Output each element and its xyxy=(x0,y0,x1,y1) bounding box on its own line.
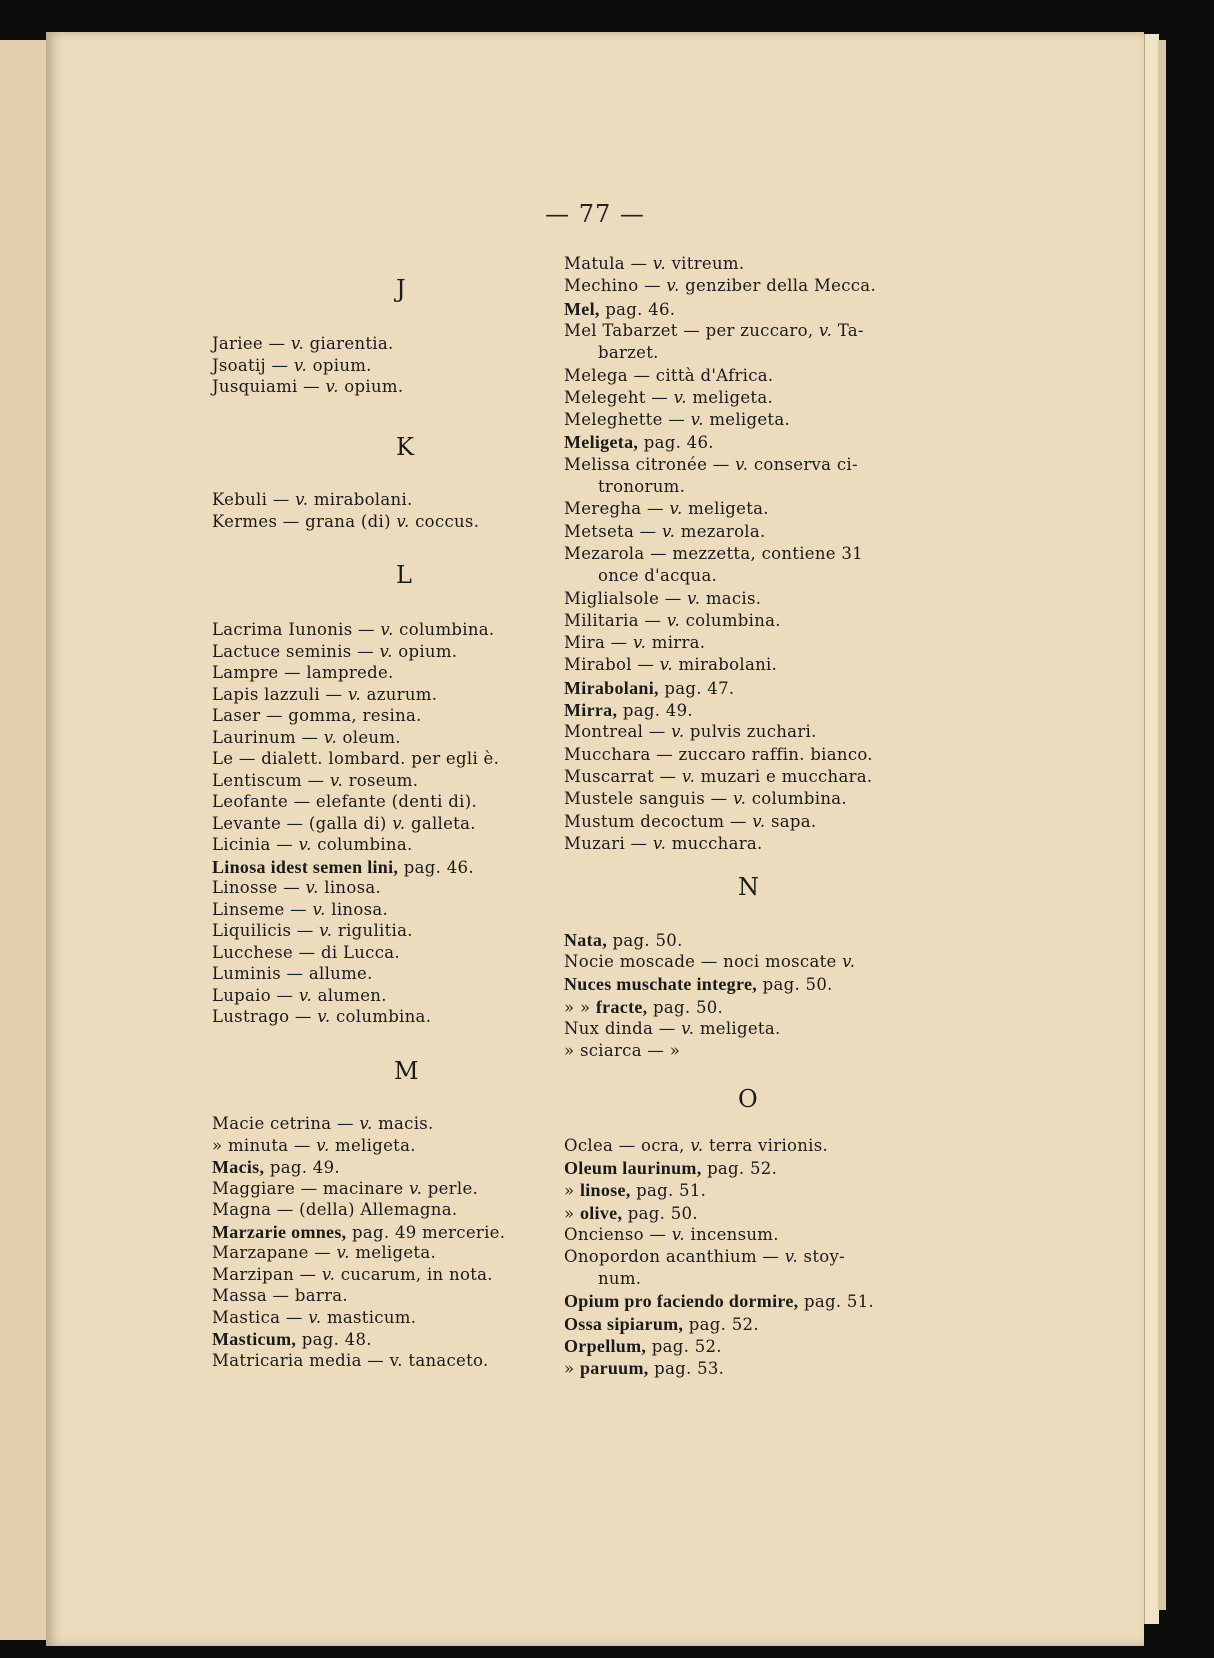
entry-text: coccus. xyxy=(415,511,480,531)
entry-text: Luminis — allume. xyxy=(212,964,373,983)
entry-text: pag. 48. xyxy=(301,1330,372,1349)
entry-text: tronorum. xyxy=(598,477,686,496)
entry-text: terra virionis. xyxy=(709,1136,829,1155)
index-entry xyxy=(212,900,388,920)
index-entry xyxy=(564,633,705,653)
entry-see-also: v. xyxy=(666,276,680,296)
entry-see-also: v. xyxy=(312,899,326,919)
index-entry xyxy=(598,566,717,586)
entry-text: pag. 49. xyxy=(269,1158,340,1177)
entry-text: pag. 50. xyxy=(653,997,724,1017)
entry-text: Oclea — ocra, xyxy=(564,1136,685,1155)
section-heading-j: J xyxy=(396,275,406,303)
entry-text: num. xyxy=(598,1269,642,1289)
entry-text: mirabolani. xyxy=(678,655,778,675)
index-entry xyxy=(564,1180,706,1201)
entry-see-also: v. xyxy=(336,1243,350,1262)
entry-text: pag. 47. xyxy=(664,678,735,698)
index-entry xyxy=(212,814,476,834)
entry-text: azurum. xyxy=(366,684,438,704)
index-entry xyxy=(564,722,817,742)
entry-text: pag. 46. xyxy=(403,857,474,877)
index-entry xyxy=(212,706,422,726)
index-entry xyxy=(212,1329,372,1350)
index-entry xyxy=(564,432,714,453)
entry-text: Lucchese — di Lucca. xyxy=(212,942,400,962)
entry-term-bold: linose, xyxy=(579,1180,631,1201)
index-entry xyxy=(564,1358,724,1379)
entry-text: vitreum. xyxy=(671,254,745,273)
entry-see-also: v. xyxy=(652,833,667,853)
entry-text: Mirabol — xyxy=(564,655,655,675)
index-entry xyxy=(564,366,773,386)
entry-term-bold: Orpellum, xyxy=(564,1335,647,1356)
index-entry xyxy=(212,835,413,855)
entry-see-also: v. xyxy=(732,789,747,809)
entry-see-also: v. xyxy=(673,387,687,407)
entry-term-bold: Mel, xyxy=(564,298,600,319)
index-entry xyxy=(564,276,876,296)
entry-see-also: v. xyxy=(325,377,339,396)
entry-text: » xyxy=(564,1359,575,1378)
entry-see-also: v. xyxy=(687,588,701,608)
index-entry xyxy=(564,930,683,951)
entry-text: Marzipan — xyxy=(212,1264,317,1284)
entry-text: Matricaria media — v. tanaceto. xyxy=(212,1350,489,1370)
entry-text: Laurinum — xyxy=(212,727,319,747)
entry-text: mirra. xyxy=(651,633,706,653)
index-entry xyxy=(564,789,847,809)
index-entry xyxy=(564,321,864,341)
entry-text: Mucchara — zuccaro raffin. bianco. xyxy=(564,744,873,764)
entry-term-bold: Masticum, xyxy=(212,1329,297,1349)
entry-see-also: v. xyxy=(633,633,647,653)
index-entry xyxy=(212,1179,478,1199)
index-entry xyxy=(212,377,403,397)
entry-text: meligeta. xyxy=(335,1135,416,1155)
index-entry xyxy=(564,388,773,408)
index-entry xyxy=(564,1314,759,1335)
entry-text: once d'acqua. xyxy=(598,566,718,586)
entry-text: opium. xyxy=(398,641,458,661)
index-entry xyxy=(564,1158,777,1179)
entry-text: Mezarola — mezzetta, contiene 31 xyxy=(564,543,863,563)
index-entry xyxy=(564,1336,722,1357)
entry-text: Laser — gomma, resina. xyxy=(212,706,422,725)
entry-text: Kebuli — xyxy=(212,490,290,509)
entry-term-bold: Meligeta, xyxy=(564,432,639,453)
page-number: — 77 — xyxy=(545,200,645,228)
entry-text: Meregha — xyxy=(564,499,664,519)
entry-text: pulvis zuchari. xyxy=(689,722,817,742)
entry-see-also: v. xyxy=(392,813,406,833)
entry-see-also: v. xyxy=(396,511,410,531)
entry-text: meligeta. xyxy=(688,499,769,519)
entry-text: masticum. xyxy=(326,1307,417,1327)
index-entry xyxy=(212,1243,436,1263)
entry-text: Militaria — xyxy=(564,610,662,630)
entry-text: Lentiscum — xyxy=(212,770,325,790)
entry-see-also: v. xyxy=(681,1018,695,1038)
index-entry xyxy=(212,1265,493,1285)
section-heading-n: N xyxy=(738,873,759,901)
entry-text: macis. xyxy=(705,588,762,608)
entry-term-bold: Nata, xyxy=(564,930,607,950)
index-entry xyxy=(564,745,873,765)
index-entry xyxy=(212,1007,431,1027)
index-entry xyxy=(212,642,457,662)
index-entry xyxy=(564,611,781,631)
index-entry xyxy=(212,356,372,376)
entry-text: columbina. xyxy=(335,1007,432,1026)
entry-text: opium. xyxy=(344,377,404,396)
entry-see-also: v. xyxy=(690,410,704,430)
entry-see-also: v. xyxy=(818,320,833,340)
entry-text: barzet. xyxy=(598,343,659,363)
entry-text: columbina. xyxy=(399,620,495,639)
index-entry xyxy=(564,1019,781,1039)
entry-text: Mel Tabarzet — per zuccaro, xyxy=(564,320,814,340)
entry-text: pag. 52. xyxy=(707,1159,778,1179)
section-heading-k: K xyxy=(396,433,414,461)
index-entry xyxy=(212,1286,348,1306)
entry-term-bold: Oleum laurinum, xyxy=(564,1158,702,1179)
entry-text: incensum. xyxy=(690,1224,779,1244)
entry-text: Metseta — xyxy=(564,521,657,541)
index-entry xyxy=(564,544,863,564)
entry-text: cucarum, in nota. xyxy=(340,1264,493,1284)
entry-term-bold: Mirra, xyxy=(564,700,618,720)
entry-text: Mustum decoctum — xyxy=(564,811,747,831)
entry-term-bold: paruum, xyxy=(579,1358,649,1378)
entry-text: Maggiare — macinare xyxy=(212,1178,404,1198)
index-entry xyxy=(212,1114,434,1134)
index-entry xyxy=(564,834,763,854)
entry-see-also: v. xyxy=(323,727,337,747)
index-entry xyxy=(564,767,872,787)
entry-text: » sciarca — » xyxy=(564,1041,681,1060)
index-entry xyxy=(564,499,769,519)
section-heading-m: M xyxy=(394,1057,419,1085)
entry-see-also: v. xyxy=(661,521,676,541)
entry-see-also: v. xyxy=(671,1224,685,1244)
entry-text: perle. xyxy=(427,1178,479,1198)
entry-text: galleta. xyxy=(410,813,476,833)
index-entry xyxy=(564,455,858,475)
entry-see-also: v. xyxy=(293,355,308,375)
entry-text: pag. 49 mercerie. xyxy=(352,1222,506,1242)
entry-text: Melega — città d'Africa. xyxy=(564,365,774,385)
entry-see-also: v. xyxy=(690,1136,704,1155)
index-entry xyxy=(212,512,479,532)
section-heading-l: L xyxy=(396,561,412,589)
entry-term-bold: Opium pro faciendo dormire, xyxy=(564,1291,799,1312)
entry-text: Mastica — xyxy=(212,1307,303,1327)
index-entry xyxy=(564,1041,680,1061)
entry-see-also: v. xyxy=(671,722,685,742)
entry-text: conserva ci- xyxy=(753,454,858,474)
entry-see-also: v. xyxy=(380,620,394,639)
entry-see-also: v. xyxy=(329,770,344,790)
entry-text: Le — dialett. lombard. per egli è. xyxy=(212,749,500,768)
entry-text: Nux dinda — xyxy=(564,1018,676,1038)
index-entry xyxy=(598,1269,641,1289)
entry-text: Montreal — xyxy=(564,722,666,742)
entry-text: oleum. xyxy=(342,727,401,747)
entry-text: pag. 50. xyxy=(627,1203,698,1223)
index-entry xyxy=(564,1225,779,1245)
entry-text: Nocie moscade — noci moscate xyxy=(564,952,837,972)
entry-text: Ta- xyxy=(837,320,864,340)
index-entry xyxy=(212,490,413,510)
entry-see-also: v. xyxy=(408,1178,423,1198)
entry-see-also: v. xyxy=(317,1007,331,1026)
index-entry xyxy=(564,974,833,995)
entry-see-also: v. xyxy=(305,878,319,897)
index-entry xyxy=(564,1247,845,1267)
entry-text: columbina. xyxy=(751,789,847,809)
entry-text: » xyxy=(564,1181,575,1201)
entry-text: opium. xyxy=(312,355,372,375)
entry-text: Lacrima Iunonis — xyxy=(212,620,375,639)
entry-see-also: v. xyxy=(319,921,333,940)
entry-text: meligeta. xyxy=(355,1243,437,1262)
index-entry xyxy=(212,620,494,640)
index-entry xyxy=(212,857,474,878)
index-entry xyxy=(564,812,816,832)
entry-text: » » xyxy=(564,997,591,1017)
index-entry xyxy=(564,700,693,721)
page-edge xyxy=(1144,34,1159,1624)
entry-term-bold: Ossa sipiarum, xyxy=(564,1313,684,1334)
index-entry xyxy=(212,878,381,898)
index-entry xyxy=(212,792,477,812)
entry-term-bold: Marzarie omnes, xyxy=(212,1221,347,1242)
entry-text: Magna — (della) Allemagna. xyxy=(212,1200,458,1219)
entry-see-also: v. xyxy=(652,254,667,273)
entry-text: Muscarrat — xyxy=(564,766,677,786)
entry-term-bold: Mirabolani, xyxy=(564,677,659,698)
index-entry xyxy=(212,749,499,769)
section-heading-o: O xyxy=(738,1085,758,1113)
entry-text: Melegeht — xyxy=(564,387,669,407)
entry-text: Linosse — xyxy=(212,878,300,897)
page-edge-shadow xyxy=(1158,40,1166,1610)
index-entry xyxy=(564,1136,828,1156)
entry-text: Jsoatij — xyxy=(212,355,289,375)
entry-text: Melissa citronée — xyxy=(564,454,730,474)
entry-text: Lactuce seminis — xyxy=(212,641,374,661)
entry-text: Jariee — xyxy=(212,334,286,353)
index-entry xyxy=(212,943,400,963)
entry-see-also: v. xyxy=(308,1307,322,1327)
entry-text: Mira — xyxy=(564,633,628,653)
index-entry xyxy=(564,655,777,675)
entry-text: macis. xyxy=(378,1114,434,1133)
entry-text: Jusquiami — xyxy=(212,377,320,396)
entry-text: muzari e mucchara. xyxy=(700,766,873,786)
index-entry xyxy=(598,343,659,363)
index-entry xyxy=(212,771,418,791)
entry-term-bold: Nuces muschate integre, xyxy=(564,974,758,995)
entry-text: Leofante — elefante (denti di). xyxy=(212,792,477,811)
entry-text: Macie cetrina — xyxy=(212,1114,354,1133)
entry-text: Liquilicis — xyxy=(212,921,314,940)
entry-text: Mechino — xyxy=(564,276,661,296)
index-entry xyxy=(212,728,401,748)
entry-text: Massa — barra. xyxy=(212,1286,348,1305)
entry-text: rigulitia. xyxy=(337,921,413,940)
index-entry xyxy=(564,410,790,430)
entry-text: pag. 52. xyxy=(688,1314,759,1334)
entry-text: meligeta. xyxy=(692,387,774,407)
index-entry xyxy=(564,589,761,609)
index-entry xyxy=(212,1200,457,1220)
entry-text: Licinia — xyxy=(212,835,293,854)
entry-term-bold: olive, xyxy=(579,1202,623,1223)
index-entry xyxy=(212,1157,340,1178)
entry-see-also: v. xyxy=(347,684,362,704)
entry-see-also: v. xyxy=(359,1114,373,1133)
entry-text: meligeta. xyxy=(709,410,791,430)
entry-text: Miglialsole — xyxy=(564,588,682,608)
entry-text: Lupaio — xyxy=(212,985,294,1005)
entry-see-also: v. xyxy=(295,490,309,509)
index-entry xyxy=(212,1308,416,1328)
entry-see-also: v. xyxy=(316,1135,330,1155)
entry-text: pag. 46. xyxy=(643,433,714,453)
entry-term-bold: fracte, xyxy=(595,996,648,1017)
entry-text: linosa. xyxy=(331,899,389,919)
entry-text: pag. 51. xyxy=(636,1181,707,1201)
entry-text: meligeta. xyxy=(699,1018,781,1038)
entry-text: giarentia. xyxy=(309,334,394,353)
entry-text: mucchara. xyxy=(671,833,763,853)
entry-see-also: v. xyxy=(842,952,856,972)
index-entry xyxy=(564,997,723,1018)
entry-see-also: v. xyxy=(735,454,749,474)
entry-text: Oncienso — xyxy=(564,1224,667,1244)
entry-text: Onopordon acanthium — xyxy=(564,1247,780,1266)
entry-see-also: v. xyxy=(752,811,766,831)
entry-text: pag. 46. xyxy=(605,299,676,319)
entry-text: Lampre — lamprede. xyxy=(212,663,394,682)
book-page xyxy=(46,32,1144,1646)
index-entry xyxy=(212,1351,489,1371)
index-entry xyxy=(212,663,394,683)
entry-text: mirabolani. xyxy=(313,490,413,509)
entry-text: pag. 53. xyxy=(654,1359,725,1378)
index-entry xyxy=(212,685,437,705)
entry-text: Muzari — xyxy=(564,833,648,853)
entry-text: Linseme — xyxy=(212,899,307,919)
index-entry xyxy=(212,986,387,1006)
index-entry xyxy=(564,1291,874,1312)
index-entry xyxy=(212,964,373,984)
entry-text: Meleghette — xyxy=(564,410,686,430)
entry-text: roseum. xyxy=(348,770,419,790)
entry-text: alumen. xyxy=(317,985,387,1005)
entry-text: genziber della Mecca. xyxy=(685,276,876,296)
entry-text: Matula — xyxy=(564,254,648,273)
entry-see-also: v. xyxy=(379,641,393,661)
entry-see-also: v. xyxy=(298,835,312,854)
entry-see-also: v. xyxy=(659,655,673,675)
entry-text: pag. 49. xyxy=(622,701,693,720)
entry-text: Kermes — grana (di) xyxy=(212,511,391,531)
index-entry xyxy=(564,678,734,699)
index-entry xyxy=(564,952,855,972)
entry-text: Mustele sanguis — xyxy=(564,789,728,809)
entry-text: linosa. xyxy=(324,878,382,897)
entry-text: Marzapane — xyxy=(212,1243,331,1262)
index-entry xyxy=(564,1203,698,1224)
entry-text: stoy- xyxy=(803,1247,845,1266)
entry-text: sapa. xyxy=(770,811,817,831)
entry-text: pag. 50. xyxy=(762,975,833,995)
entry-text: » xyxy=(564,1203,575,1223)
entry-see-also: v. xyxy=(298,985,313,1005)
entry-text: pag. 50. xyxy=(612,931,683,950)
index-entry xyxy=(564,254,744,274)
entry-text: columbina. xyxy=(685,610,781,630)
entry-text: mezarola. xyxy=(680,521,766,541)
index-entry xyxy=(564,299,675,320)
entry-term-bold: Macis, xyxy=(212,1157,265,1177)
index-entry xyxy=(212,1222,505,1243)
index-entry xyxy=(212,1136,416,1156)
entry-term-bold: Linosa idest semen lini, xyxy=(212,856,399,877)
entry-text: » minuta — xyxy=(212,1135,311,1155)
entry-see-also: v. xyxy=(321,1264,336,1284)
entry-text: Levante — (galla di) xyxy=(212,813,387,833)
entry-text: columbina. xyxy=(317,835,413,854)
index-entry xyxy=(598,477,685,497)
entry-see-also: v. xyxy=(669,499,683,519)
entry-text: pag. 51. xyxy=(803,1292,875,1312)
index-entry xyxy=(564,522,766,542)
entry-text: Lapis lazzuli — xyxy=(212,684,343,704)
entry-see-also: v. xyxy=(681,766,696,786)
entry-see-also: v. xyxy=(784,1247,798,1266)
entry-see-also: v. xyxy=(666,610,681,630)
entry-text: pag. 52. xyxy=(651,1336,722,1356)
index-entry xyxy=(212,921,413,941)
entry-see-also: v. xyxy=(290,334,305,353)
index-entry xyxy=(212,334,394,354)
entry-text: Lustrago — xyxy=(212,1007,312,1026)
